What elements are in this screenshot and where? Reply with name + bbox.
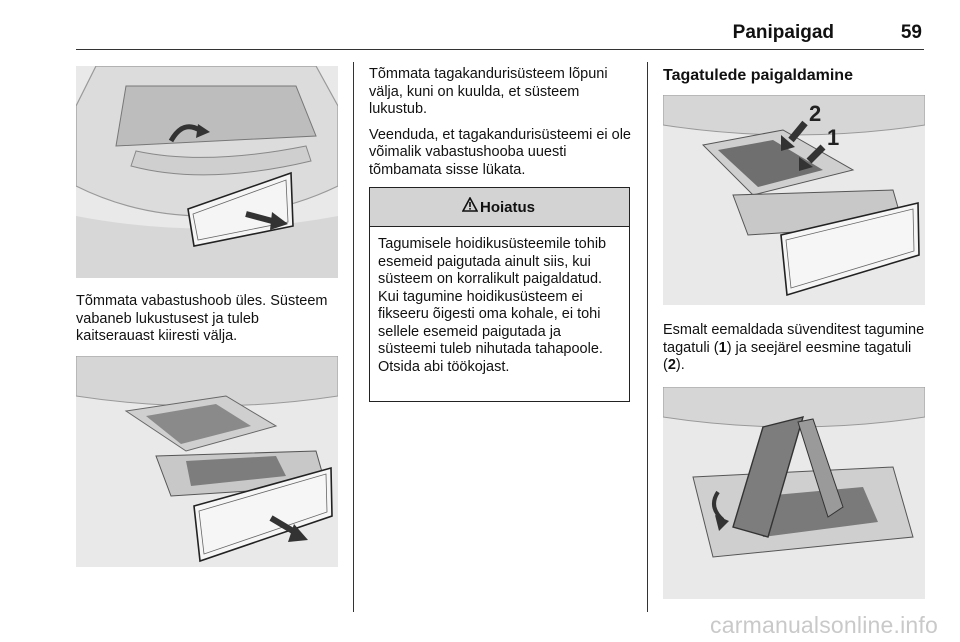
column-divider-right xyxy=(647,62,648,612)
running-header-title: Panipaigad xyxy=(732,22,834,43)
caption-release-lever: Tõmmata vabastushoob üles. Süsteem vabaneb lukustusest ja tuleb kaitserauast kiiresti välja. xyxy=(76,293,328,344)
warning-header xyxy=(370,188,629,227)
figure-install-taillight xyxy=(663,387,925,599)
figure-remove-taillights xyxy=(663,95,925,305)
car-rear-illustration xyxy=(76,66,338,278)
callout-1: 1 xyxy=(827,125,840,150)
header-rule xyxy=(76,49,924,50)
callout-2: 2 xyxy=(809,101,822,126)
install-taillight-illustration xyxy=(663,387,925,599)
page-number: 59 xyxy=(900,22,922,43)
caption-ref-2: 2 xyxy=(667,357,676,373)
taillights-illustration xyxy=(663,95,925,305)
caption-text-middle: ) ja seejärel eesmine tagatuli ( xyxy=(663,339,912,373)
caption-ref-1: 1 xyxy=(718,339,727,356)
caption-text-end: ). xyxy=(675,357,685,373)
caption-text-start: Esmalt eemaldada süvenditest tagumine tagatuli ( xyxy=(663,322,925,356)
paragraph-pull-out: Tõmmata tagakandurisüsteem lõpuni välja, kuni on kuulda, et süsteem lukustub. xyxy=(369,66,608,117)
warning-box xyxy=(369,187,630,402)
figure-release-lever xyxy=(76,66,338,278)
figure-carrier-extended xyxy=(76,356,338,567)
watermark: carmanualsonline.info xyxy=(710,612,938,638)
caption-remove-taillights xyxy=(663,322,925,375)
paragraph-verify-lock: Veenduda, et tagakandurisüsteemi ei ole võimalik vabastushooba uuesti tõmbamata sisse lükata. xyxy=(369,126,631,178)
carrier-extended-illustration xyxy=(76,356,338,567)
warning-text: Tagumisele hoidikusüsteemile tohib esemeid paigutada ainult siis, kui süsteem on korralikult paigaldatud. Kui tagumine hoidikusüsteem ei fikseeru õigesti oma kohale, ei tohi sellele esemeid paigutada ja süsteemi tuleb nihutada tahapoole. Otsida abi töökojast. xyxy=(378,236,607,375)
middle-text-block xyxy=(369,66,632,187)
section-heading: Tagatulede paigaldamine xyxy=(663,67,853,84)
warning-title: Hoiatus xyxy=(479,198,535,216)
column-divider-left xyxy=(353,62,354,612)
